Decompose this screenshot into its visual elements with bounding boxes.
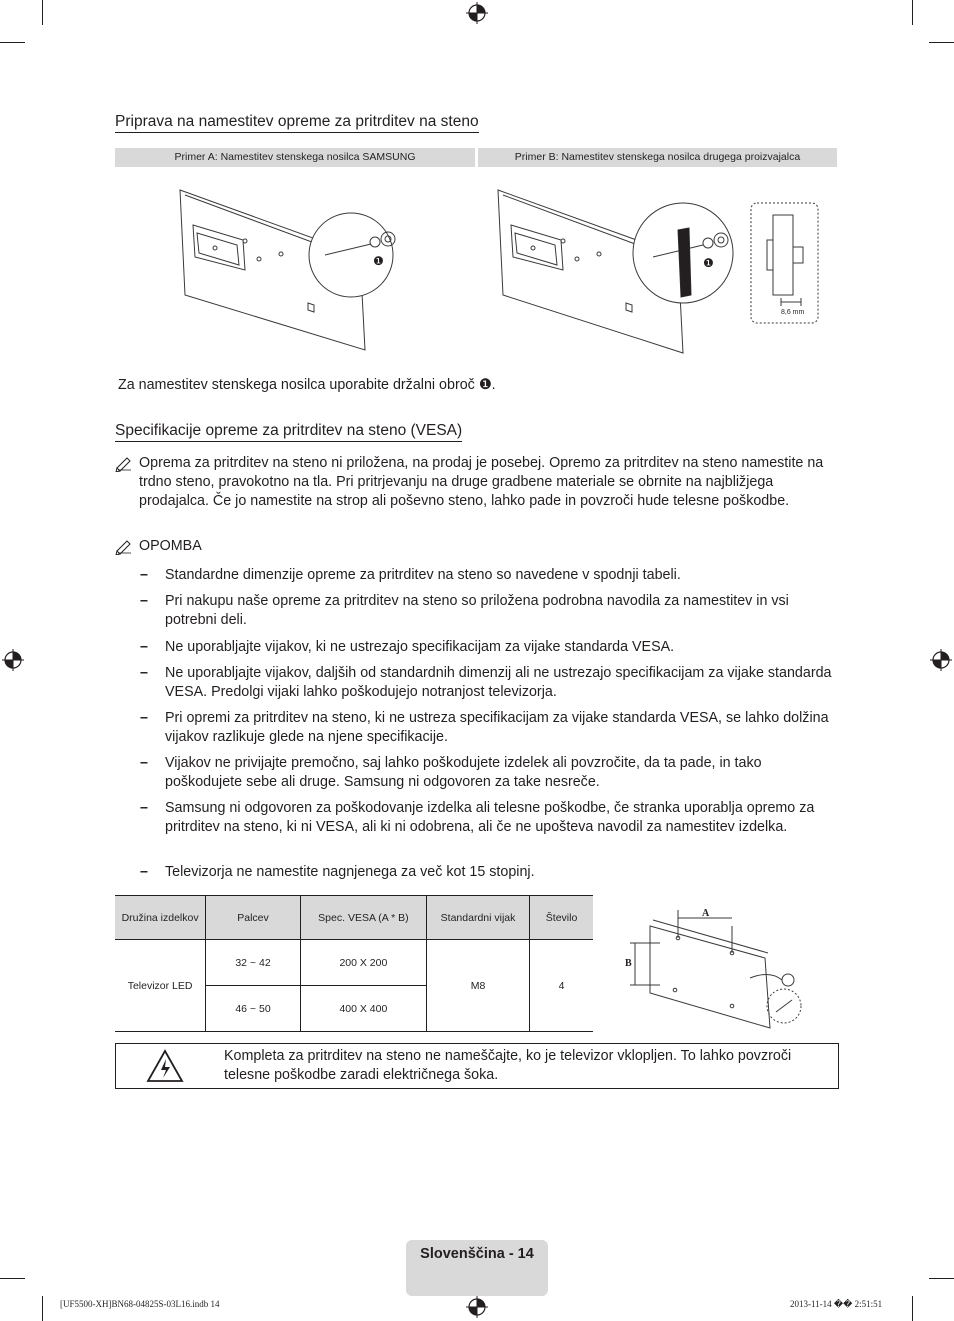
crop-mark bbox=[929, 42, 954, 43]
caption-callout: ❶ bbox=[478, 377, 492, 393]
table-cell-family: Televizor LED bbox=[115, 940, 206, 1032]
registration-mark-icon bbox=[466, 2, 488, 24]
dash-bullet: – bbox=[140, 639, 148, 655]
table-cell-vesa: 400 X 400 bbox=[300, 986, 426, 1032]
table-row bbox=[115, 940, 593, 986]
note-label: OPOMBA bbox=[139, 538, 202, 554]
list-item-text: Standardne dimenzije opreme za pritrditev na steno so navedene v spodnji tabeli. bbox=[165, 567, 681, 583]
list-item-text: Ne uporabljajte vijakov, daljših od standardnih dimenzij ali ne ustrezajo specifikacijam za vijake standarda VESA. Predolgi vijaki lahko poškodujejo notranjost televizorja. bbox=[165, 665, 832, 700]
warning-text: Kompleta za pritrditev na steno ne nameščajte, ko je televizor vklopljen. To lahko povzroči telesne poškodbe zaradi električnega šoka. bbox=[224, 1048, 792, 1083]
dimension-label: 8,6 mm bbox=[781, 309, 805, 316]
print-slug-left: [UF5500-XH]BN68-04825S-03L16.indb 14 bbox=[60, 1299, 220, 1309]
vesa-spec-table bbox=[115, 895, 593, 1032]
crop-mark bbox=[929, 1278, 954, 1279]
column-header: Število bbox=[530, 896, 593, 940]
column-header: Standardni vijak bbox=[427, 896, 530, 940]
list-item-text: Televizorja ne namestite nagnjenega za več kot 15 stopinj. bbox=[165, 864, 535, 880]
note-wall-mount bbox=[115, 454, 840, 530]
warning-box bbox=[115, 1043, 839, 1089]
dash-bullet: – bbox=[140, 710, 148, 726]
samsung-bracket-diagram bbox=[175, 185, 415, 360]
dash-bullet: – bbox=[140, 864, 148, 880]
example-a-label: Primer A: Namestitev stenskega nosilca SAMSUNG bbox=[115, 148, 475, 167]
dash-bullet: – bbox=[140, 665, 148, 681]
column-header: Družina izdelkov bbox=[115, 896, 206, 940]
dash-bullet: – bbox=[140, 567, 148, 583]
dash-bullet: – bbox=[140, 593, 148, 609]
registration-mark-icon bbox=[2, 649, 24, 671]
registration-mark-icon bbox=[466, 1296, 488, 1318]
caption-period: . bbox=[491, 377, 496, 393]
crop-mark bbox=[42, 1296, 43, 1321]
table-cell-count: 4 bbox=[530, 940, 593, 1032]
column-header: Spec. VESA (A * B) bbox=[300, 896, 426, 940]
bracket-caption bbox=[118, 376, 496, 395]
table-cell-vesa: 200 X 200 bbox=[300, 940, 426, 986]
crop-mark bbox=[0, 1278, 25, 1279]
caption-text: Za namestitev stenskega nosilca uporabite držalni obroč bbox=[118, 377, 475, 393]
dimension-a-label: A bbox=[702, 908, 710, 919]
note-text: Oprema za pritrditev na steno ni priložena, na prodaj je posebej. Opremo za pritrditev na steno namestite na trdno steno, pravokotno na tla. Pri pritrjevanju na druge gradbene materiale se obrnite na najbližjega prodajalca. Če jo namestite na strop ali poševno steno, lahko pade in povzroči hude telesne poškodbe. bbox=[139, 455, 824, 509]
dimension-b-label: B bbox=[625, 958, 632, 969]
list-item-text: Samsung ni odgovoren za poškodovanje izdelka ali telesne poškodbe, če stranka uporablja opremo za pritrditev na steno, ki ni VESA, ali ki ni odobrena, ali če ne upošteva navodil za namestitev izdelka. bbox=[165, 800, 815, 835]
print-slug-right: 2013-11-14 �� 2:51:51 bbox=[790, 1299, 883, 1309]
pencil-note-icon bbox=[115, 537, 133, 555]
page-number-tab bbox=[406, 1240, 548, 1296]
table-cell-screw: M8 bbox=[427, 940, 530, 1032]
pencil-note-icon bbox=[115, 454, 133, 472]
list-item-text: Vijakov ne privijajte premočno, saj lahko poškodujete izdelek ali povzročite, da ta pade, in tako poškodujete sebe ali druge. Samsung ni odgovoren za take nesreče. bbox=[165, 755, 762, 790]
list-item-text: Ne uporabljajte vijakov, ki ne ustrezajo specifikacijam za vijake standarda VESA. bbox=[165, 639, 675, 655]
crop-mark bbox=[912, 0, 913, 25]
callout-1-a: ❶ bbox=[373, 254, 384, 268]
vesa-dimension-diagram bbox=[620, 898, 820, 1038]
table-header-row bbox=[115, 896, 593, 940]
list-item-text: Pri opremi za pritrditev na steno, ki ne ustreza specifikacijam za vijake standarda VESA, se lahko dolžina vijakov razlikuje glede na njene specifikacije. bbox=[165, 710, 829, 745]
table-cell-size: 32 ~ 42 bbox=[206, 940, 301, 986]
example-b-label: Primer B: Namestitev stenskega nosilca drugega proizvajalca bbox=[478, 148, 837, 167]
dash-bullet: – bbox=[140, 755, 148, 771]
note-opomba bbox=[115, 537, 840, 556]
dash-bullet: – bbox=[140, 800, 148, 816]
section-heading-preparation: Priprava na namestitev opreme za pritrditev na steno bbox=[115, 113, 479, 133]
list-item-text: Pri nakupu naše opreme za pritrditev na steno so priložena podrobna navodila za namestitev in vsi potrebni deli. bbox=[165, 593, 789, 628]
crop-mark bbox=[42, 0, 43, 25]
electric-shock-warning-icon bbox=[146, 1049, 184, 1083]
registration-mark-icon bbox=[930, 649, 952, 671]
crop-mark bbox=[912, 1296, 913, 1321]
crop-mark bbox=[0, 42, 25, 43]
callout-1-b: ❶ bbox=[703, 256, 714, 270]
table-cell-size: 46 ~ 50 bbox=[206, 986, 301, 1032]
other-bracket-diagram bbox=[493, 185, 823, 360]
section-heading-vesa: Specifikacije opreme za pritrditev na steno (VESA) bbox=[115, 422, 462, 442]
column-header: Palcev bbox=[206, 896, 301, 940]
page-number-label: Slovenščina - 14 bbox=[420, 1246, 534, 1262]
